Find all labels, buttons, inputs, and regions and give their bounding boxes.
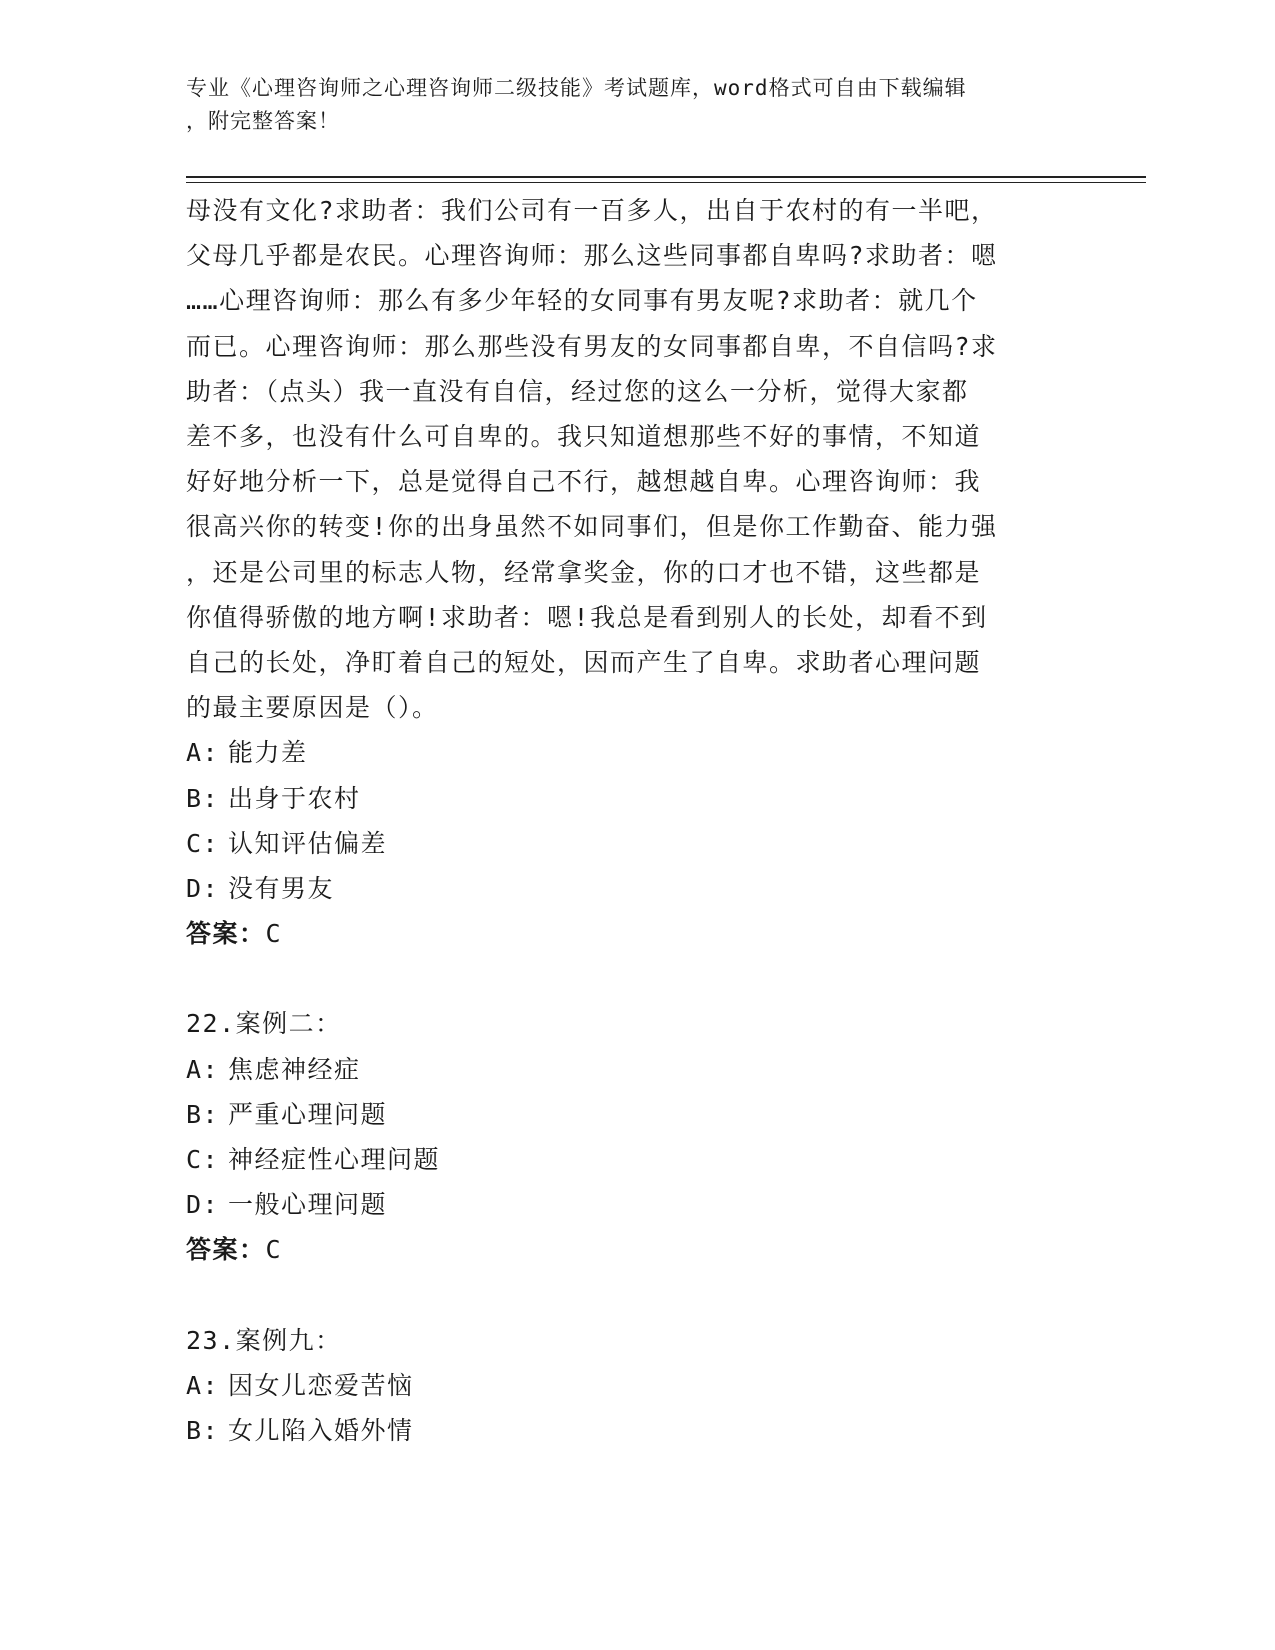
option-a xyxy=(186,1363,1086,1408)
option-key: B: xyxy=(186,783,220,813)
header-divider-thick xyxy=(186,176,1146,178)
option-text: 神经症性心理问题 xyxy=(228,1145,441,1175)
option-key: A: xyxy=(186,1370,220,1400)
stem-line: 好好地分析一下，总是觉得自己不行，越想越自卑。心理咨询师：我 xyxy=(186,467,982,497)
stem-line: ，还是公司里的标志人物，经常拿奖金，你的口才也不错，这些都是 xyxy=(186,557,982,587)
option-key: B: xyxy=(186,1099,220,1129)
header-divider-thin xyxy=(186,182,1146,183)
option-c xyxy=(186,1137,1086,1182)
document-header xyxy=(186,72,1066,138)
option-a xyxy=(186,730,1086,775)
option-text: 能力差 xyxy=(228,738,308,768)
option-text: 认知评估偏差 xyxy=(228,828,388,858)
option-b xyxy=(186,1408,1086,1453)
option-b xyxy=(186,776,1086,821)
header-title-line-2: ，附完整答案！ xyxy=(186,109,340,133)
question-spacer xyxy=(186,1273,1086,1318)
answer-value: C xyxy=(265,1235,283,1265)
question-21-stem xyxy=(186,188,1086,730)
option-d xyxy=(186,866,1086,911)
option-key: C: xyxy=(186,1145,220,1175)
option-key: C: xyxy=(186,828,220,858)
option-key: A: xyxy=(186,1054,220,1084)
stem-line: 助者：（点头）我一直没有自信，经过您的这么一分析，觉得大家都 xyxy=(186,376,969,406)
option-text: 因女儿恋爱苦恼 xyxy=(228,1370,414,1400)
stem-line: 自己的长处，净盯着自己的短处，因而产生了自卑。求助者心理问题 xyxy=(186,648,982,678)
answer-value: C xyxy=(265,919,283,949)
option-text: 没有男友 xyxy=(228,874,335,904)
option-d xyxy=(186,1182,1086,1227)
option-text: 一般心理问题 xyxy=(228,1190,388,1220)
option-c xyxy=(186,821,1086,866)
option-text: 严重心理问题 xyxy=(228,1099,388,1129)
option-key: D: xyxy=(186,1190,220,1220)
stem-line: 父母几乎都是农民。心理咨询师：那么这些同事都自卑吗?求助者：嗯 xyxy=(186,241,998,271)
stem-line: 你值得骄傲的地方啊!求助者：嗯!我总是看到别人的长处，却看不到 xyxy=(186,602,988,632)
stem-line: 差不多，也没有什么可自卑的。我只知道想那些不好的事情，不知道 xyxy=(186,422,982,452)
stem-line: 的最主要原因是（）。 xyxy=(186,693,439,723)
question-23 xyxy=(186,1318,1086,1454)
answer-line xyxy=(186,911,1086,956)
option-b xyxy=(186,1092,1086,1137)
stem-line: 母没有文化?求助者：我们公司有一百多人，出自于农村的有一半吧， xyxy=(186,196,998,225)
question-21 xyxy=(186,188,1086,956)
option-text: 出身于农村 xyxy=(228,783,361,813)
answer-label: 答案： xyxy=(186,1235,266,1265)
option-key: D: xyxy=(186,874,220,904)
stem-line: 很高兴你的转变!你的出身虽然不如同事们，但是你工作勤奋、能力强 xyxy=(186,512,998,542)
question-22 xyxy=(186,1001,1086,1272)
stem-line: ……心理咨询师：那么有多少年轻的女同事有男友呢?求助者：就几个 xyxy=(186,286,978,316)
question-22-title: 22.案例二： xyxy=(186,1009,342,1039)
option-a xyxy=(186,1047,1086,1092)
answer-label: 答案： xyxy=(186,919,266,949)
option-key: B: xyxy=(186,1416,220,1446)
option-key: A: xyxy=(186,738,220,768)
option-text: 焦虑神经症 xyxy=(228,1054,361,1084)
question-23-title: 23.案例九： xyxy=(186,1325,342,1355)
document-body xyxy=(186,188,1086,1453)
option-text: 女儿陷入婚外情 xyxy=(228,1416,414,1446)
answer-line xyxy=(186,1227,1086,1272)
header-title-line-1: 专业《心理咨询师之心理咨询师二级技能》考试题库，word格式可自由下载编辑 xyxy=(186,76,967,100)
stem-line: 而已。心理咨询师：那么那些没有男友的女同事都自卑，不自信吗?求 xyxy=(186,331,998,361)
question-spacer xyxy=(186,956,1086,1001)
